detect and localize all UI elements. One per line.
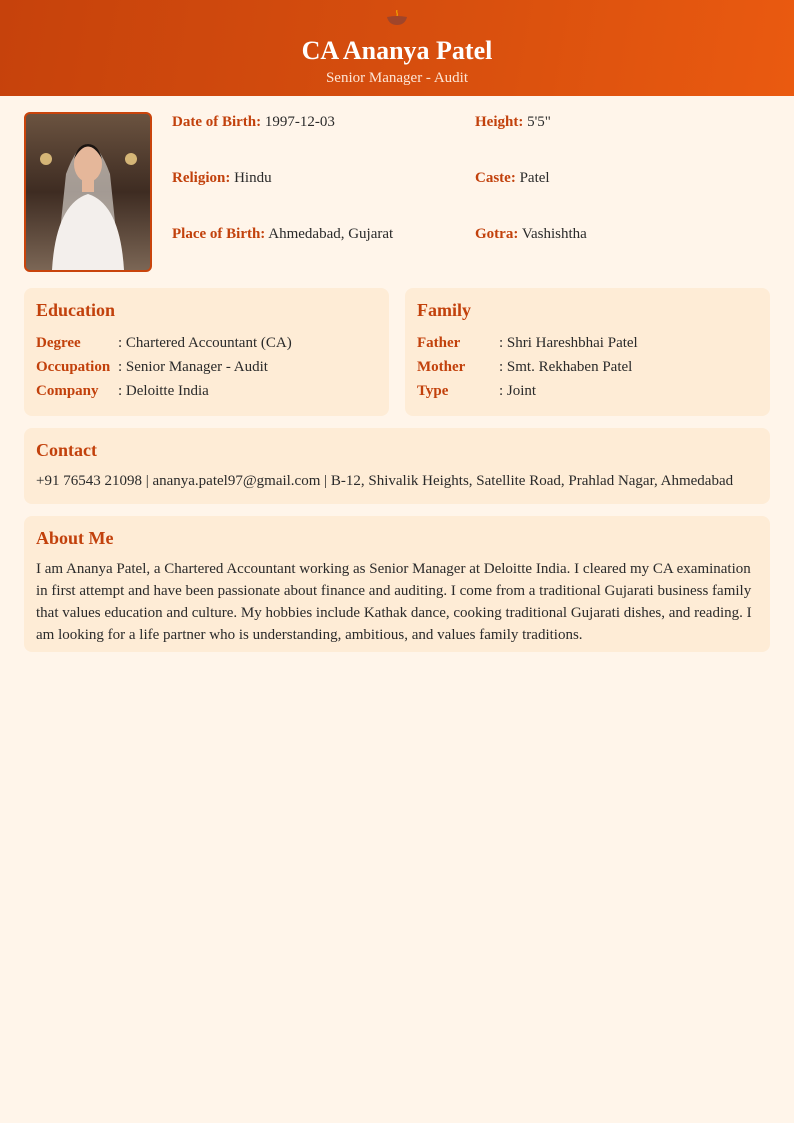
detail-height: Height: 5'5": [475, 114, 551, 130]
about-text: I am Ananya Patel, a Chartered Accountant working as Senior Manager at Deloitte India. I cleared my CA examination in first attempt and have been passionate about finance and auditing. I come from a traditional Gujarati business family that values education and culture. My hobbies include Kathak dance, cooking traditional Gujarati dishes, and reading. I am looking for a life partner who is understanding, ambitious, and values family traditions.: [36, 561, 752, 643]
detail-place-of-birth: Place of Birth: Ahmedabad, Gujarat: [172, 226, 394, 242]
contact-title: Contact: [36, 440, 97, 460]
family-card: [405, 288, 770, 416]
education-row: Degree : Chartered Accountant (CA): [36, 335, 292, 351]
family-row: Type : Joint: [417, 383, 537, 399]
education-title: Education: [36, 300, 116, 320]
about-title: About Me: [36, 528, 114, 548]
education-row: Company : Deloitte India: [36, 383, 209, 399]
profile-subtitle: Senior Manager - Audit: [325, 70, 469, 86]
header: [0, 0, 794, 96]
family-title: Family: [417, 300, 471, 320]
contact-card: [24, 428, 770, 504]
detail-caste: Caste: Patel: [475, 170, 550, 186]
diya-icon: [386, 10, 408, 26]
family-row: Mother : Smt. Rekhaben Patel: [417, 359, 633, 375]
about-card: [24, 516, 770, 652]
contact-text: +91 76543 21098 | ananya.patel97@gmail.com | B-12, Shivalik Heights, Satellite Road, Prahlad Nagar, Ahmedabad: [36, 473, 734, 489]
detail-religion: Religion: Hindu: [172, 170, 272, 186]
family-row: Father : Shri Hareshbhai Patel: [417, 335, 638, 351]
profile-name: CA Ananya Patel: [301, 36, 493, 65]
detail-dob: Date of Birth: 1997-12-03: [172, 114, 335, 130]
detail-gotra: Gotra: Vashishtha: [475, 226, 587, 242]
education-row: Occupation : Senior Manager - Audit: [36, 359, 268, 375]
profile-photo: [24, 112, 152, 272]
education-card: [24, 288, 389, 416]
